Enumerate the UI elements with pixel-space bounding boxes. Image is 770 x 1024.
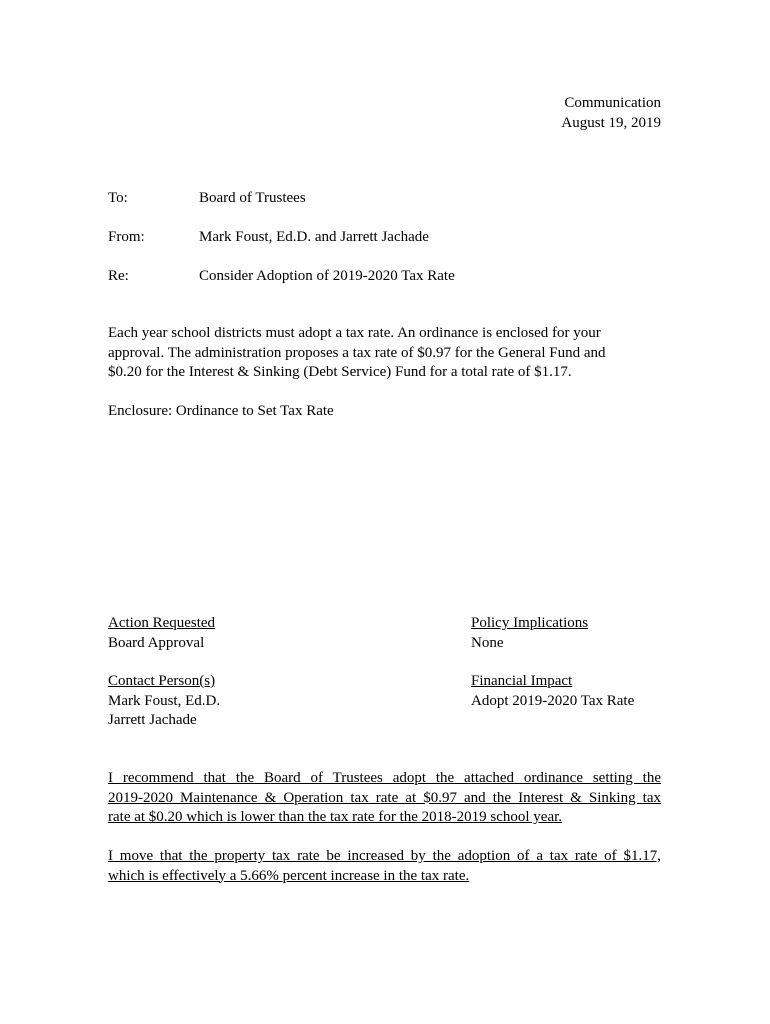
- action-requested-block: [108, 614, 215, 653]
- memo-to-value: Board of Trustees: [199, 190, 306, 206]
- contact-person-name: Mark Foust, Ed.D.: [108, 692, 221, 709]
- memo-re-value: Consider Adoption of 2019-2020 Tax Rate: [199, 268, 455, 284]
- memo-to-label: To:: [108, 190, 128, 206]
- financial-impact-value: Adopt 2019-2020 Tax Rate: [471, 692, 635, 709]
- enclosure-note: Enclosure: Ordinance to Set Tax Rate: [108, 403, 334, 419]
- action-requested-heading: Action Requested: [108, 615, 216, 631]
- document-header: [561, 94, 661, 134]
- contact-person-name: Jarrett Jachade: [108, 712, 197, 728]
- motion-line: which is effectively a 5.66% percent increase in the tax rate.: [108, 867, 470, 884]
- body-line: Each year school districts must adopt a tax rate. An ordinance is enclosed for your: [108, 325, 601, 341]
- motion-line: I move that the property tax rate be increased by the adoption of a tax rate of $1.17,: [108, 848, 661, 864]
- memo-from-value: Mark Foust, Ed.D. and Jarrett Jachade: [199, 229, 429, 245]
- financial-impact-block: [471, 672, 634, 711]
- contact-persons-block: [108, 672, 220, 731]
- body-line: approval. The administration proposes a tax rate of $0.97 for the General Fund and: [108, 344, 606, 361]
- recommendation-line: 2019-2020 Maintenance & Operation tax rate at $0.97 and the Interest & Sinking tax: [108, 789, 661, 806]
- action-requested-value: Board Approval: [108, 634, 205, 651]
- memo-re-label: Re:: [108, 268, 129, 284]
- recommendation-line: I recommend that the Board of Trustees adopt the attached ordinance setting the: [108, 770, 661, 786]
- motion-paragraph: [108, 847, 661, 886]
- memo-from-label: From:: [108, 229, 145, 245]
- recommendation-paragraph: [108, 769, 661, 828]
- policy-implications-value: None: [471, 634, 504, 651]
- body-line: $0.20 for the Interest & Sinking (Debt Service) Fund for a total rate of $1.17.: [108, 364, 572, 380]
- contact-persons-heading: Contact Person(s): [108, 673, 216, 689]
- recommendation-line: rate at $0.20 which is lower than the tax rate for the 2018-2019 school year.: [108, 809, 563, 825]
- document-date: August 19, 2019: [561, 115, 661, 131]
- policy-implications-block: [471, 614, 588, 653]
- financial-impact-heading: Financial Impact: [471, 673, 573, 689]
- policy-implications-heading: Policy Implications: [471, 615, 589, 631]
- document-type: Communication: [564, 95, 661, 111]
- body-paragraph: [108, 324, 663, 383]
